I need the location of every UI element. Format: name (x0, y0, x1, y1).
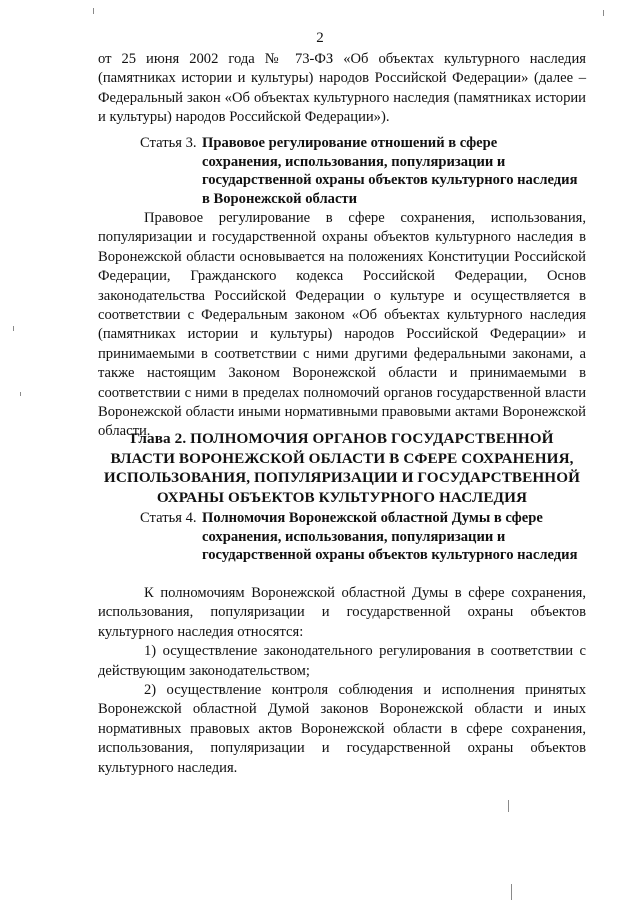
chapter-2-heading: Глава 2. ПОЛНОМОЧИЯ ОРГАНОВ ГОСУДАРСТВЕННОЙ ВЛАСТИ ВОРОНЕЖСКОЙ ОБЛАСТИ В СФЕРЕ СОХРАНЕНИЯ, ИСПОЛЬЗОВАНИЯ, ПОПУЛЯРИЗАЦИИ И ГОСУДАРСТВЕННОЙ ОХРАНЫ ОБЪЕКТОВ КУЛЬТУРНОГО НАСЛЕДИЯ (103, 430, 581, 506)
article-4-title: Полномочия Воронежской областной Думы в сфере сохранения, использования, популяризации и государственной охраны объектов культурного наследия (202, 510, 578, 563)
article-4-intro: К полномочиям Воронежской областной Думы в сфере сохранения, использования, популяризации и государственной охраны объектов культурного наследия относятся: (98, 585, 586, 640)
article-3-heading (140, 134, 580, 208)
article-3-title: Правовое регулирование отношений в сфере сохранения, использования, популяризации и государственной охраны объектов культурного наследия в Воронежской области (202, 135, 578, 207)
article-3-body-block (98, 209, 586, 442)
scan-mark (508, 800, 509, 812)
article-3-label: Статья 3. (140, 135, 197, 151)
article-4-heading (140, 509, 580, 565)
article-4-label: Статья 4. (140, 510, 197, 526)
scan-mark (93, 8, 94, 14)
page-number: 2 (316, 30, 324, 46)
article-4-item-1: 1) осуществление законодательного регулирования в соответствии с действующим законодательством; (98, 643, 586, 679)
scan-mark (603, 10, 604, 16)
intro-block (98, 50, 586, 128)
intro-paragraph: от 25 июня 2002 года № 73-ФЗ «Об объектах культурного наследия (памятниках истории и культуры) народов Российской Федерации» (далее – Федеральный закон «Об объектах культурного наследия (памятниках истории и культуры) народов Российской Федерации»). (98, 51, 586, 126)
scan-mark (511, 884, 512, 900)
scan-mark (20, 392, 21, 396)
scan-mark (13, 326, 14, 331)
article-3-body: Правовое регулирование в сфере сохранения, использования, популяризации и государственной охраны объектов культурного наследия в Воронежской области основывается на положениях Конституции Российской Федерации, Гражданского кодекса Российской Федерации, Основ законодательства Российской Федерации о культуре и осуществляется в соответствии с Федеральным законом «Об объектах культурного наследия (памятниках истории и культуры) народов Российской Федерации» и принимаемыми в соответствии с ними другими федеральными законами, а также настоящим Законом Воронежской области и принимаемыми в соответствии с ними в пределах полномочий органов государственной власти Воронежской области иными нормативными правовыми актами Воронежской области. (98, 210, 586, 440)
article-4-item-2: 2) осуществление контроля соблюдения и исполнения принятых Воронежской областной Думой законов Воронежской области и иных нормативных правовых актов Воронежской области в сфере сохранения, использования, популяризации и государственной охраны объектов культурного наследия. (98, 682, 586, 776)
article-4-body-block (98, 584, 586, 778)
